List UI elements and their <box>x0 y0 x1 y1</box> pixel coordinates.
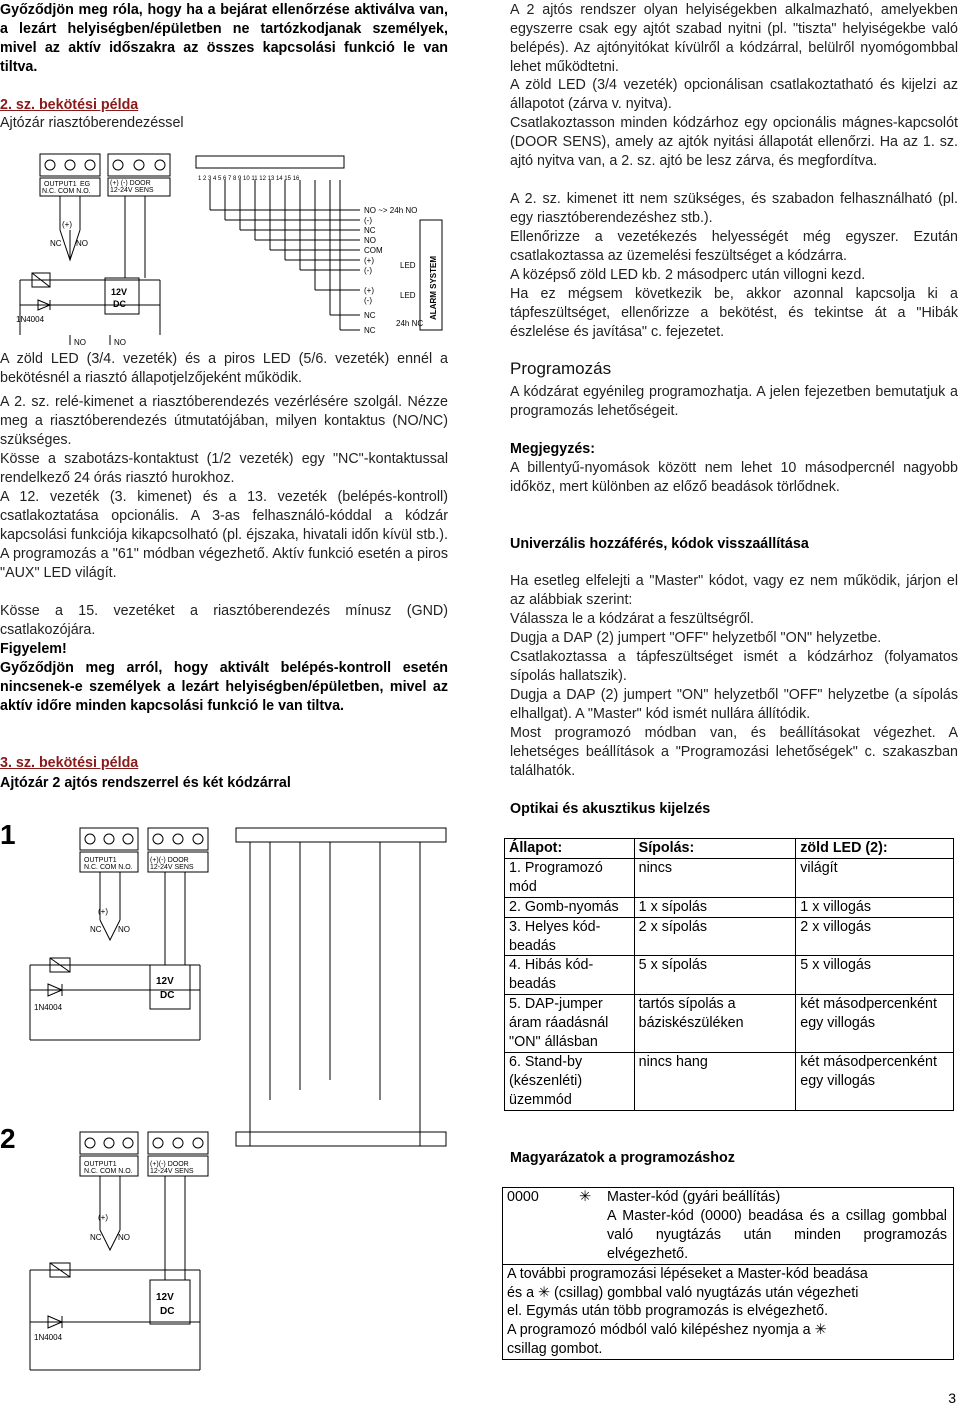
terminal-label-output1: OUTPUT1 <box>44 181 77 188</box>
svg-text:1N4004: 1N4004 <box>16 315 45 324</box>
master-code-box <box>502 1187 954 1360</box>
svg-text:DC: DC <box>160 990 175 1001</box>
note-text: A billentyű-nyomások között nem lehet 10 másodpercnél nagyobb időköz, mert különben az előző beadások törlődnek. <box>510 460 958 495</box>
svg-text:NO: NO <box>364 236 376 245</box>
paragraph-tamper: Kösse a szabotázs-kontaktust (1/2 vezeték) egy "NC"-kontaktussal rendelkező 24 órás riasztó hurokhoz. <box>0 451 448 486</box>
table-row: 2. Gomb-nyomás 1 x sípolás 1 x villogás <box>505 897 954 917</box>
svg-text:(+)(-) DOOR: (+)(-) DOOR <box>150 857 189 864</box>
programming-explanations-title: Magyarázatok a programozáshoz <box>510 1150 735 1166</box>
paragraph-gnd: Kösse a 15. vezetéket a riasztóberendezés mínusz (GND) csatlakozójára. <box>0 603 448 638</box>
paragraph-two-door: A 2 ajtós rendszer olyan helyiségekben alkalmazható, amelyekben egyszerre csak egy ajtót szabad nyitni (pl. "tiszta" helyiségekbe való belépés). Az ajtónyitókat kívülről a kódzárral, belülről nyomógombbal lehet működtetni. <box>510 2 958 75</box>
svg-text:NC: NC <box>364 326 376 335</box>
svg-text:(+): (+) <box>62 220 72 229</box>
svg-text:NO: NO <box>76 239 88 248</box>
svg-text:N.C. COM N.O.: N.C. COM N.O. <box>42 188 91 195</box>
universal-access-title: Univerzális hozzáférés, kódok visszaállítása <box>510 536 809 552</box>
svg-text:(-): (-) <box>364 216 372 225</box>
page-number: 3 <box>948 1390 956 1406</box>
universal-step-1: Ha esetleg elfelejti a "Master" kódot, vagy ez nem működik, járjon el az alábbiak szerint: <box>510 573 958 608</box>
svg-text:(+): (+) <box>98 907 108 916</box>
star-icon: ✳ <box>579 1189 591 1205</box>
svg-text:NO: NO <box>118 1233 130 1242</box>
table-row: 1. Programozó mód nincs világít <box>505 858 954 897</box>
svg-text:NO: NO <box>74 338 86 347</box>
svg-text:(+): (+) <box>98 1213 108 1222</box>
wiring-diagram-two-door <box>0 810 450 1390</box>
warning-title: Figyelem! <box>0 641 67 657</box>
svg-text:(+): (+) <box>364 286 374 295</box>
universal-step-3: Dugja a DAP (2) jumpert "OFF" helyzetből "ON" helyzetbe. <box>510 630 882 646</box>
table-row: 4. Hibás kód-beadás 5 x sípolás 5 x villogás <box>505 956 954 995</box>
svg-text:EG: EG <box>80 181 91 188</box>
note-title: Megjegyzés: <box>510 441 596 457</box>
paragraph-check-wiring: Ellenőrizze a vezetékezés helyességét még egyszer. Ezután csatlakoztassa az üzemelési feszültséget a kódzárra. <box>510 229 958 264</box>
master-code-text: A Master-kód (0000) beadása és a csillag gombbal való nyugtázás után minden programozás elvégezhető. <box>607 1207 947 1262</box>
svg-text:N.C. COM N.O.: N.C. COM N.O. <box>84 1168 133 1175</box>
table-row: 3. Helyes kód-beadás 2 x sípolás 2 x villogás <box>505 917 954 956</box>
diagram-label-2: 2 <box>0 1123 16 1154</box>
svg-text:NC: NC <box>364 226 376 235</box>
programming-intro: A kódzárat egyénileg programozhatja. A jelen fejezetben bemutatjuk a programozás lehetőségeit. <box>510 384 958 419</box>
svg-text:1N4004: 1N4004 <box>34 1003 63 1012</box>
warning-text: Győződjön meg arról, hogy aktivált belépés-kontroll esetén nincsenek-e személyek a lezárt helyiségben/épületben, mivel az aktív időre minden kapcsolási funkció le van tiltva. <box>0 660 448 714</box>
diagram-label-1: 1 <box>0 819 16 850</box>
table-row: 6. Stand-by (készenléti) üzemmód nincs hang két másodpercenként egy villogás <box>505 1052 954 1110</box>
example-3-subtitle: Ajtózár 2 ajtós rendszerrel és két kódzárral <box>0 775 291 791</box>
svg-text:NC: NC <box>50 239 62 248</box>
paragraph-output2: A 2. sz. kimenet itt nem szükséges, és szabadon felhasználható (pl. egy riasztóberendezéshez stb.). <box>510 191 958 226</box>
svg-text:LED: LED <box>400 291 416 300</box>
svg-text:NO: NO <box>114 338 126 347</box>
svg-text:(+): (+) <box>364 256 374 265</box>
svg-text:12-24V SENS: 12-24V SENS <box>150 864 194 871</box>
svg-text:DC: DC <box>160 1306 175 1317</box>
svg-text:(+) (-) DOOR: (+) (-) DOOR <box>110 180 151 187</box>
programming-heading: Programozás <box>510 359 612 378</box>
paragraph-relay: A 2. sz. relé-kimenet a riasztóberendezés vezérlésére szolgál. Nézze meg a riasztóberendezés útmutatójában, milyen kontaktus (NO/NC) szükséges. <box>0 394 448 448</box>
example-2-subtitle: Ajtózár riasztóberendezéssel <box>0 115 184 131</box>
universal-step-2: Válassza le a kódzárat a feszültségről. <box>510 611 754 627</box>
svg-text:(+)(-) DOOR: (+)(-) DOOR <box>150 1161 189 1168</box>
star-icon: ✳ <box>538 1284 550 1301</box>
svg-text:1 2 3 4 5 6 7 8 9 10 11 12 13: 1 2 3 4 5 6 7 8 9 10 11 12 13 14 15 16 <box>198 176 300 182</box>
paragraph-door-sens: Csatlakoztasson minden kódzárhoz egy opcionális mágnes-kapcsolót (DOOR SENS), amely az ajtók nyitási állapotát ellenőrzi. Ha az 1. sz. ajtó nyitva van, a 2. sz. ajtó be lesz zárva, és megfordítva. <box>510 115 958 169</box>
svg-text:(-): (-) <box>364 296 372 305</box>
paragraph-troubleshoot: Ha ez mégsem következik be, akkor azonnal kapcsolja ki a tápfeszültséget, ellenőrizze a bekötést, és tekintse át a "Hibák észlelése és javítása" c. fejezetet. <box>510 286 958 340</box>
svg-text:NC: NC <box>90 1233 102 1242</box>
svg-text:12V: 12V <box>111 287 128 297</box>
svg-text:24h NC: 24h NC <box>396 319 424 328</box>
universal-step-4: Csatlakoztassa a tápfeszültséget ismét a kódzárhoz (folyamatos sípolás hallatszik). <box>510 649 958 684</box>
svg-text:N.C. COM N.O.: N.C. COM N.O. <box>84 864 133 871</box>
svg-text:12V: 12V <box>156 976 174 987</box>
svg-text:ALARM SYSTEM: ALARM SYSTEM <box>429 256 438 320</box>
example-3-title: 3. sz. bekötési példa <box>0 755 139 771</box>
svg-text:NC: NC <box>364 311 376 320</box>
svg-text:LED: LED <box>400 261 416 270</box>
example-2-title: 2. sz. bekötési példa <box>0 97 139 113</box>
paragraph-access-control: A 12. vezeték (3. kimenet) és a 13. vezeték (belépés-kontroll) csatlakoztatása opcionális. A 3-as felhasználó-kóddal a kódzár kapcsolási funkciója kikapcsolható (pl. éjszaka, hivatali időn kívül stb.). A programozás a "61" módban végezhető. Aktív funkció esetén a piros "AUX" LED világít. <box>0 489 448 581</box>
universal-step-6: Most programozó módban van, és beállításokat végezhet. A lehetséges beállítások a "Programozási lehetőségek" c. szakaszban találhatók. <box>510 725 958 779</box>
svg-text:NO ~> 24h NO: NO ~> 24h NO <box>364 206 418 215</box>
svg-text:COM: COM <box>364 246 383 255</box>
svg-text:12-24V SENS: 12-24V SENS <box>150 1168 194 1175</box>
master-code-title: Master-kód (gyári beállítás) <box>607 1189 781 1205</box>
svg-text:OUTPUT1: OUTPUT1 <box>84 1161 117 1168</box>
table-row: 5. DAP-jumper áram ráadásnál "ON" állásban tartós sípolás a báziskészüléken két másodpercenként egy villogás <box>505 995 954 1053</box>
optical-acoustic-title: Optikai és akusztikus kijelzés <box>510 801 711 817</box>
svg-text:12V: 12V <box>156 1292 174 1303</box>
master-code-value: 0000 <box>507 1189 539 1205</box>
svg-text:DC: DC <box>113 299 126 309</box>
paragraph-green-led: A zöld LED (3/4 vezeték) opcionálisan csatlakoztatható és kijelzi az állapotot (zárva v. nyitva). <box>510 77 958 112</box>
svg-text:1N4004: 1N4004 <box>34 1333 63 1342</box>
universal-step-5: Dugja a DAP (2) jumpert "ON" helyzetből "OFF" helyzetbe (a sípolás elhallgat). A "Master" kód ismét nullára állítódik. <box>510 687 958 722</box>
status-table <box>504 838 954 1111</box>
status-table-header: Állapot: Sípolás: zöld LED (2): <box>505 839 954 859</box>
star-icon: ✳ <box>814 1322 827 1339</box>
svg-text:NC: NC <box>90 925 102 934</box>
intro-warning: Győződjön meg róla, hogy ha a bejárat ellenőrzése aktiválva van, a lezárt helyiségben/épületben ne tartózkodjanak személyek, mivel az aktív időszakra az összes kapcsolási funkció le van tiltva. <box>0 2 448 75</box>
svg-text:(-): (-) <box>364 266 372 275</box>
paragraph-led-blink: A középső zöld LED kb. 2 másodperc után villogni kezd. <box>510 267 866 283</box>
wiring-diagram-alarm <box>10 150 450 350</box>
paragraph-led-status: A zöld LED (3/4. vezeték) és a piros LED (5/6. vezeték) ennél a bekötésnél a riasztó állapotjelzőjeként működik. <box>0 351 448 386</box>
svg-text:12-24V SENS: 12-24V SENS <box>110 187 154 194</box>
svg-text:OUTPUT1: OUTPUT1 <box>84 857 117 864</box>
svg-text:NO: NO <box>118 925 130 934</box>
further-programming: A további programozási lépéseket a Master-kód beadása és a ✳ (csillag) gombbal való nyugtázás után végezheti el. Egymás után több programozás is elvégezhető. A programozó módból való kilépéshez nyomja a ✳ csillag gombot. <box>503 1264 953 1360</box>
